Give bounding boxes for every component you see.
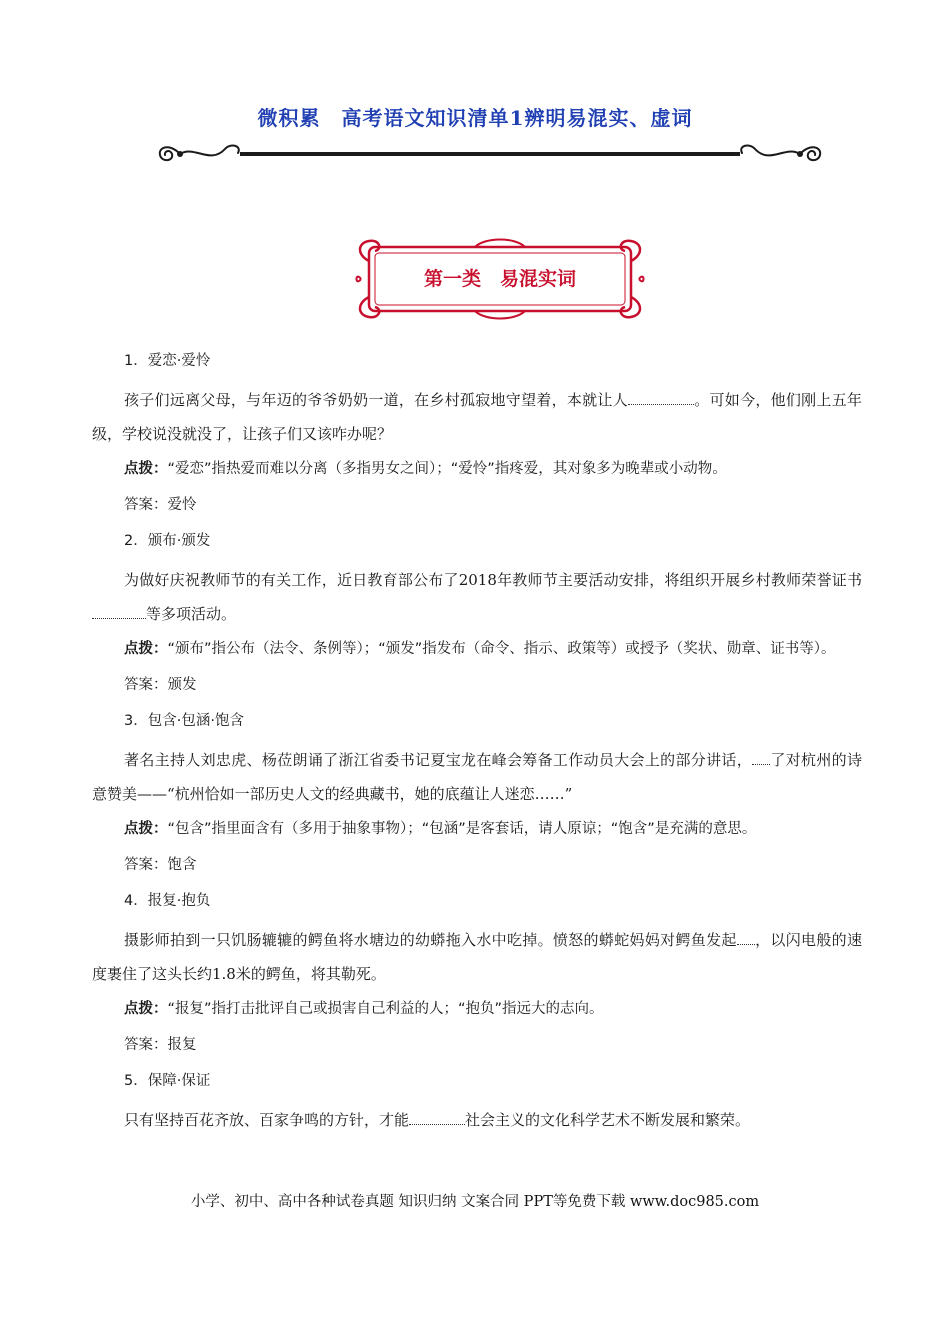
answer-value: 颁发 bbox=[167, 677, 197, 693]
answer-blank bbox=[92, 603, 146, 619]
page-footer: 小学、初中、高中各种试卷真题 知识归纳 文案合同 PPT等免费下载 www.doc985.com bbox=[190, 1194, 760, 1210]
answer-label: 答案： bbox=[124, 1037, 168, 1053]
hint-text: “爱恋”指热爱而难以分离（多指男女之间）；“爱怜”指疼爱，其对象多为晚辈或小动物。 bbox=[167, 461, 727, 477]
hint-label: 点拨： bbox=[124, 1001, 168, 1017]
answer-blank bbox=[752, 749, 770, 765]
answer-blank bbox=[409, 1109, 465, 1125]
item-3 bbox=[92, 710, 862, 876]
banner-title: 第一类 易混实词 bbox=[423, 268, 576, 290]
hint bbox=[92, 992, 862, 1026]
item-heading: 1．爱恋·爱怜 bbox=[124, 353, 211, 369]
section-banner bbox=[355, 235, 645, 323]
question-text: 只有坚持百花齐放、百家争鸣的方针，才能 社会主义的文化科学艺术不断发展和繁荣。 bbox=[124, 1111, 751, 1129]
hint-label: 点拨： bbox=[124, 641, 168, 657]
answer-value: 饱含 bbox=[167, 857, 197, 873]
answer-label: 答案： bbox=[124, 497, 168, 513]
item-heading: 4．报复·抱负 bbox=[124, 893, 211, 909]
hint-text: “包含”指里面含有（多用于抽象事物）；“包涵”是客套话，请人原谅；“饱含”是充满的意思。 bbox=[167, 821, 757, 837]
question-text: 摄影师拍到一只饥肠辘辘的鳄鱼将水塘边的幼蟒拖入水中吃掉。愤怒的蟒蛇妈妈对鳄鱼发起 ，以闪电般的速度裹住了这头长约1.8米的鳄鱼，将其勒死。 bbox=[92, 931, 862, 983]
answer-blank bbox=[737, 929, 755, 945]
answer bbox=[92, 494, 862, 516]
item-2 bbox=[92, 530, 862, 696]
answer-label: 答案： bbox=[124, 677, 168, 693]
title-ornament-divider bbox=[150, 135, 830, 173]
answer-label: 答案： bbox=[124, 857, 168, 873]
item-4 bbox=[92, 890, 862, 1056]
page-title: 微积累 高考语文知识清单1辨明易混实、虚词 bbox=[257, 106, 693, 130]
hint-label: 点拨： bbox=[124, 461, 168, 477]
question-text: 为做好庆祝教师节的有关工作，近日教育部公布了2018年教师节主要活动安排，将组织开展乡村教师荣誉证书等多项活动。 bbox=[92, 563, 862, 631]
hint bbox=[92, 632, 862, 666]
item-heading: 2．颁布·颁发 bbox=[124, 533, 211, 549]
hint-text: “报复”指打击批评自己或损害自己利益的人；“抱负”指远大的志向。 bbox=[167, 1001, 604, 1017]
answer bbox=[92, 674, 862, 696]
hint-text: “颁布”指公布（法令、条例等）；“颁发”指发布（命令、指示、政策等）或授予（奖状、勋章、证书等）。 bbox=[167, 641, 836, 657]
item-heading: 3．包含·包涵·饱含 bbox=[124, 713, 244, 729]
question-text: 著名主持人刘忠虎、杨莅朗诵了浙江省委书记夏宝龙在峰会筹备工作动员大会上的部分讲话， 了对杭州的诗意赞美——“杭州恰如一部历史人文的经典藏书，她的底蕴让人迷恋……” bbox=[92, 751, 862, 803]
answer bbox=[92, 854, 862, 876]
answer-value: 报复 bbox=[167, 1037, 197, 1053]
item-5 bbox=[92, 1070, 862, 1137]
hint bbox=[92, 812, 862, 846]
hint bbox=[92, 452, 862, 486]
answer-blank bbox=[628, 389, 694, 405]
item-heading: 5．保障·保证 bbox=[124, 1073, 211, 1089]
item-1 bbox=[92, 350, 862, 516]
hint-label: 点拨： bbox=[124, 821, 168, 837]
answer-value: 爱怜 bbox=[167, 497, 197, 513]
question-text: 孩子们远离父母，与年迈的爷爷奶奶一道，在乡村孤寂地守望着，本就让人 。可如今，他们刚上五年级，学校说没就没了，让孩子们又该咋办呢？ bbox=[92, 391, 862, 443]
answer bbox=[92, 1034, 862, 1056]
document-body bbox=[92, 350, 862, 1138]
